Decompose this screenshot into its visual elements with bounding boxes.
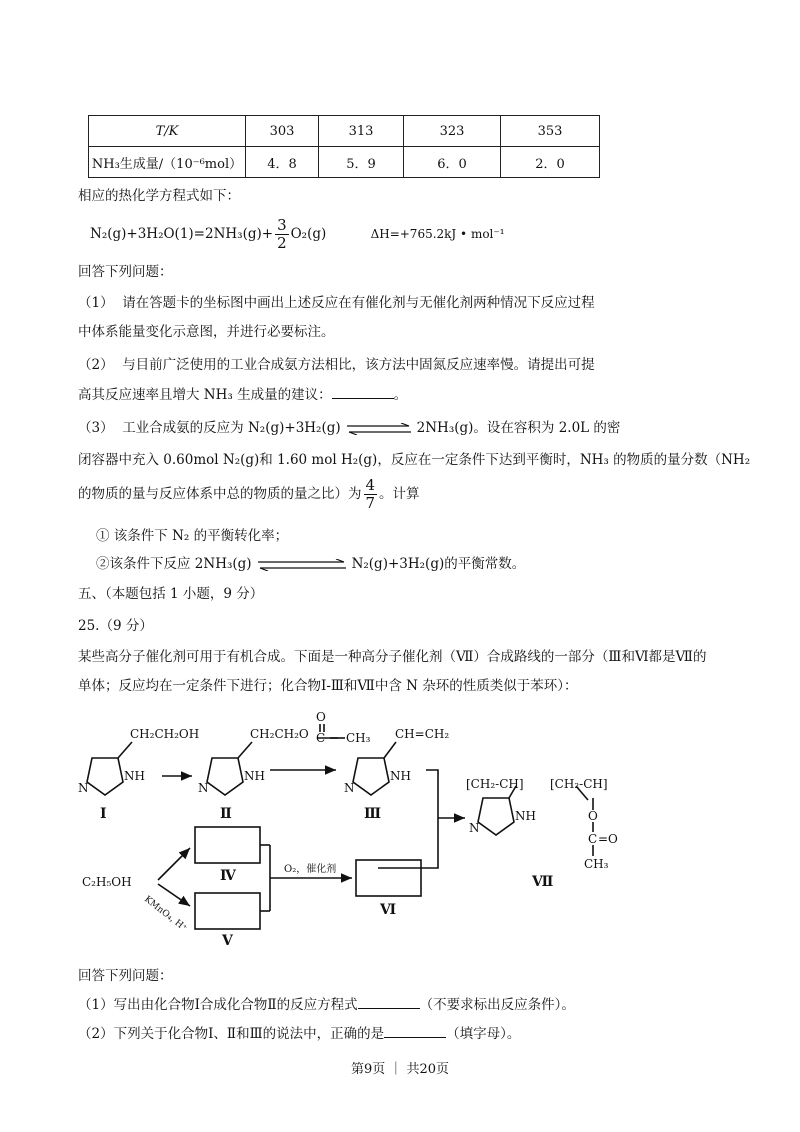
question-text: 与目前广泛使用的工业合成氨方法相比，该方法中固氮反应速率慢。请提出可提	[122, 357, 595, 373]
question-text: 。	[393, 387, 408, 403]
question-number: （2）	[78, 357, 114, 373]
fraction-numerator: 3	[277, 216, 287, 234]
ring-N-label: N	[344, 781, 355, 795]
question-25-2	[78, 1023, 520, 1044]
fraction-4-7	[364, 477, 378, 512]
table-header-cell: 353	[501, 116, 600, 147]
question-text: ②该条件下反应 2NH₃(g)	[96, 556, 252, 572]
nh3-yield-table	[88, 115, 600, 178]
table-header-cell: 323	[404, 116, 501, 147]
compound-V-box	[195, 893, 260, 929]
question-1-line-2: 中体系能量变化示意图，并进行必要标注。	[78, 324, 335, 340]
question-number: （3）	[78, 420, 114, 436]
compound-label-VI: Ⅵ	[380, 902, 397, 918]
question-text: 高其反应速率且增大 NH₃ 生成量的建议：	[78, 387, 332, 403]
question-text: （2）下列关于化合物Ⅰ、Ⅱ和Ⅲ的说法中，正确的是	[78, 1026, 385, 1042]
table-cell: NH₃生成量/（10⁻⁶mol）	[89, 147, 246, 178]
ring-NH-label: NH	[244, 769, 265, 783]
fraction-numerator: 4	[365, 476, 376, 494]
question-text: （不要求标出反应条件）。	[419, 997, 575, 1013]
polymer-unit-a: [CH₂-CH]	[466, 777, 524, 791]
question-25-prompt: 回答下列问题：	[78, 968, 173, 984]
compound-VI-box	[356, 860, 421, 896]
question-text: 2NH₃(g)。设在容积为 2.0L 的密	[416, 420, 621, 436]
question-2-line-1	[78, 355, 595, 375]
question-3-line-2: 闭容器中充入 0.60mol N₂(g)和 1.60 mol H₂(g)，反应在一定条件下达到平衡时，NH₃ 的物质的量分数（NH₂	[78, 452, 751, 468]
section-heading: 五、（本题包括 1 小题，9 分）	[78, 586, 264, 602]
compound-label-IV: Ⅳ	[220, 868, 236, 884]
question-text: 请在答题卡的坐标图中画出上述反应在有催化剂与无催化剂两种情况下反应过程	[122, 295, 595, 311]
question-2-line-2	[78, 384, 407, 405]
question-text: 工业合成氨的反应为 N₂(g)+3H₂(g)	[122, 420, 341, 436]
acetyl-methyl: CH₃	[346, 731, 371, 745]
substituent-I: CH₂CH₂OH	[130, 727, 200, 741]
table-row	[89, 116, 600, 147]
compound-label-VII: Ⅶ	[532, 874, 554, 890]
question-text: 的物质的量与反应体系中总的物质的量之比）为	[78, 486, 362, 502]
ring-N-label: N	[469, 821, 480, 835]
enthalpy-change: ΔH=+765.2kJ • mol⁻¹	[370, 227, 505, 241]
compound-label-I: Ⅰ	[100, 806, 107, 822]
table-header-cell: 303	[246, 116, 319, 147]
synthesis-scheme	[70, 700, 730, 960]
thermo-equation	[90, 216, 505, 252]
ring-NH-label: NH	[515, 809, 536, 823]
polymer-methyl: CH₃	[584, 857, 609, 871]
table-cell: 4．8	[246, 147, 319, 178]
fraction-denominator: 2	[277, 234, 287, 252]
carbonyl-carbon: C	[316, 731, 326, 745]
question-25-line-1: 某些高分子催化剂可用于有机合成。下面是一种高分子催化剂（Ⅶ）合成路线的一部分（Ⅲ和Ⅵ都是Ⅶ的	[78, 649, 707, 665]
fraction-3-2	[275, 217, 289, 252]
question-25-line-2: 单体；反应均在一定条件下进行；化合物Ⅰ-Ⅲ和Ⅶ中含 N 杂环的性质类似于苯环）：	[78, 678, 578, 694]
question-25-1	[78, 994, 575, 1015]
ring-N-label: N	[198, 781, 209, 795]
question-text: （填字母）。	[446, 1026, 521, 1042]
table-header-cell: T/K	[89, 116, 246, 147]
compound-label-V: Ⅴ	[222, 933, 233, 949]
table-header-cell: 313	[319, 116, 404, 147]
question-25-title: 25.（9 分）	[78, 618, 153, 634]
polymer-ester-carbon: C	[588, 832, 598, 846]
substituent-III: CH=CH₂	[395, 727, 450, 741]
table-cell: 6．0	[404, 147, 501, 178]
question-3-line-1	[78, 418, 620, 438]
question-3-sub-2	[96, 554, 525, 574]
answer-blank[interactable]	[358, 994, 420, 1009]
table-row	[89, 147, 600, 178]
question-text: N₂(g)+3H₂(g)的平衡常数。	[351, 556, 526, 572]
equilibrium-arrow-icon	[256, 559, 348, 571]
ring-N-label: N	[78, 781, 89, 795]
oxidation-reagent: O₂，催化剂	[284, 864, 337, 875]
fraction-denominator: 7	[365, 494, 376, 512]
question-number: （1）	[78, 295, 114, 311]
page-footer: 第9页 ｜ 共20页	[350, 1062, 450, 1077]
ring-NH-label: NH	[390, 769, 411, 783]
imidazole-ring-VII	[478, 786, 516, 835]
carbonyl-oxygen: O	[316, 710, 326, 724]
answer-blank[interactable]	[384, 1023, 446, 1038]
table-cell: 5．9	[319, 147, 404, 178]
question-3-line-3	[78, 476, 420, 512]
question-3-sub-1: ① 该条件下 N₂ 的平衡转化率；	[96, 528, 289, 544]
polymer-carbonyl: =O	[598, 832, 618, 846]
answer-prompt: 回答下列问题：	[78, 264, 173, 280]
ethanol-label: C₂H₅OH	[82, 875, 132, 889]
question-text: （1）写出由化合物Ⅰ合成化合物Ⅱ的反应方程式	[78, 997, 358, 1013]
question-text: 。计算	[379, 486, 420, 502]
ring-NH-label: NH	[124, 769, 145, 783]
compound-label-III: Ⅲ	[364, 806, 382, 822]
equation-right: O₂(g)	[290, 226, 327, 242]
equation-intro: 相应的热化学方程式如下：	[78, 188, 240, 204]
question-1-line-1	[78, 293, 595, 313]
equation-left: N₂(g)+3H₂O(1)=2NH₃(g)+	[90, 226, 274, 242]
permanganate-reagent: KMnO₄, H⁺	[142, 894, 189, 934]
compound-IV-box	[195, 827, 260, 863]
answer-blank[interactable]	[332, 384, 394, 399]
substituent-II: CH₂CH₂O	[250, 727, 309, 741]
equilibrium-arrow-icon	[345, 423, 413, 435]
table-cell: 2．0	[501, 147, 600, 178]
polymer-unit-b: [CH₂-CH]	[550, 777, 608, 791]
compound-label-II: Ⅱ	[220, 806, 232, 822]
polymer-ester-oxygen: O	[588, 809, 598, 823]
